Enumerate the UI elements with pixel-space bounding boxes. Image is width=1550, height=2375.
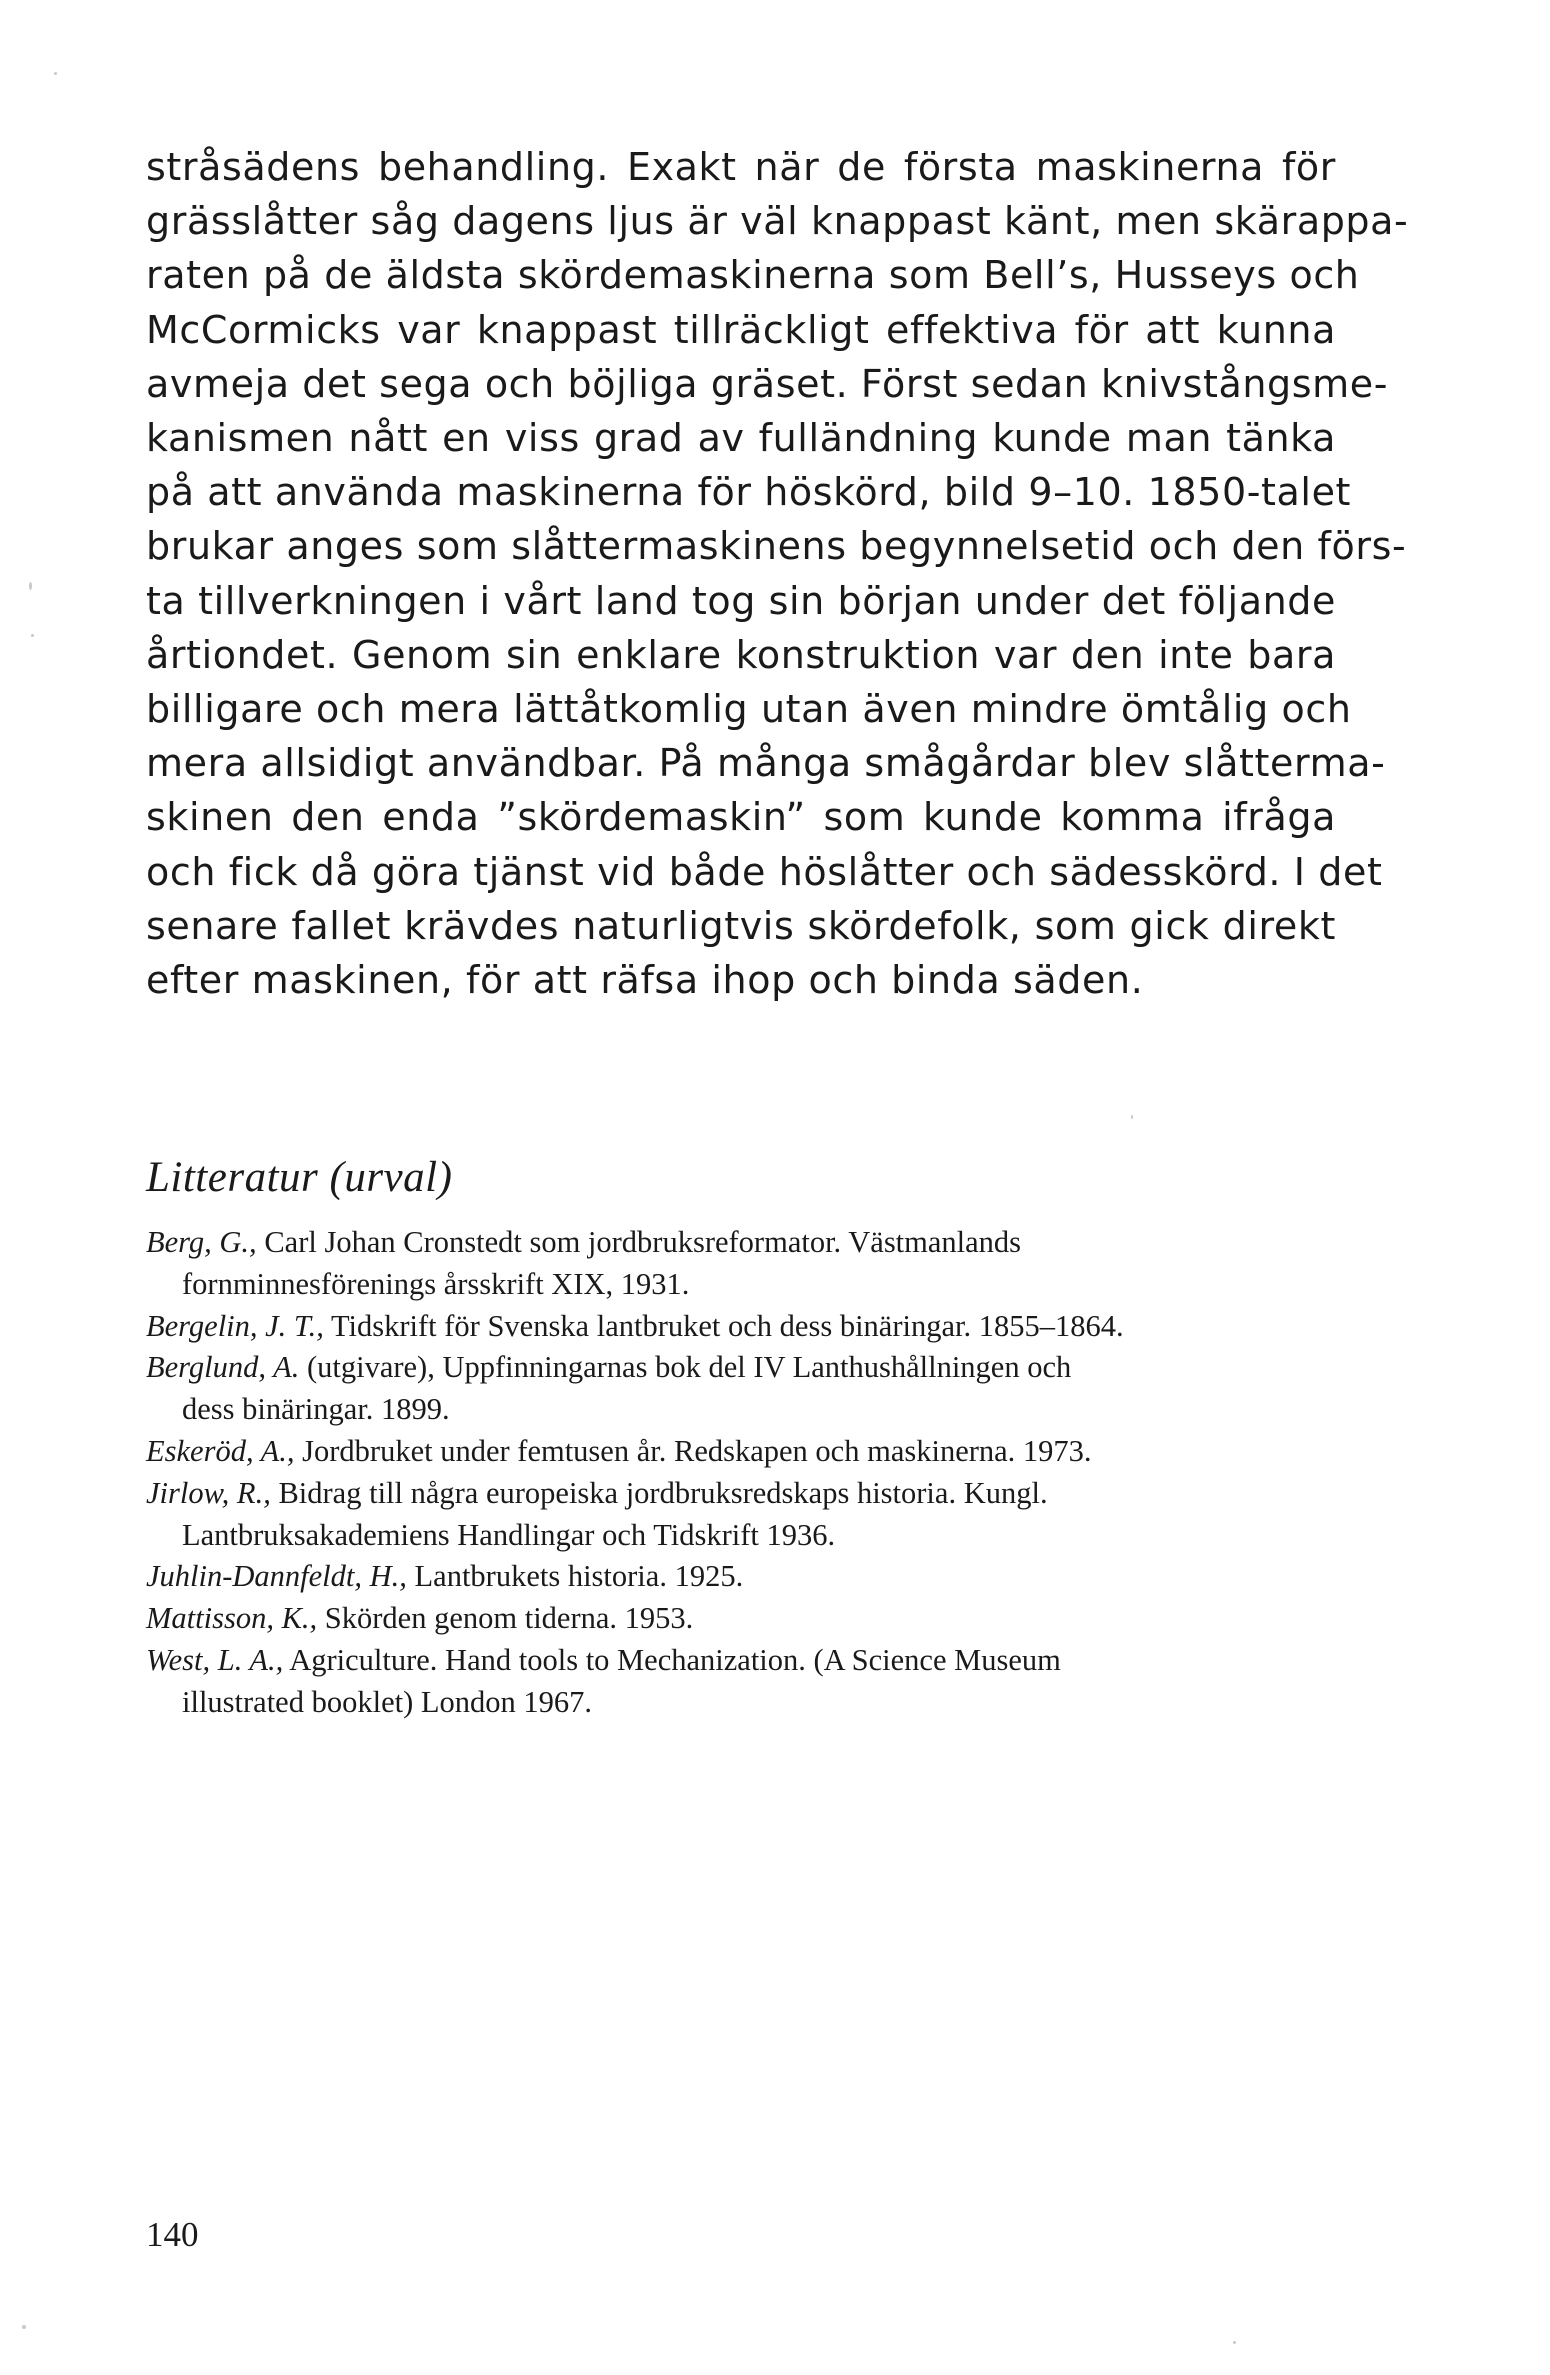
reference-text: Skörden genom tiderna. 1953. — [317, 1601, 694, 1636]
scan-speck — [1131, 1115, 1133, 1119]
reference-author: Eskeröd, A., — [146, 1433, 295, 1468]
references-heading: Litteratur (urval) — [146, 1154, 453, 1201]
body-line: årtiondet. Genom sin enklare konstruktion var den inte bara — [146, 632, 1336, 677]
reference-entry — [146, 1640, 1336, 1724]
body-line: kanismen nått en viss grad av fulländning kunde man tänka — [146, 416, 1336, 461]
body-line: McCormicks var knappast tillräckligt effektiva för att kunna — [146, 307, 1336, 352]
scan-speck — [54, 72, 57, 75]
reference-author: Jirlow, R., — [146, 1475, 271, 1510]
body-line: ta tillverkningen i vårt land tog sin början under det följande — [146, 578, 1336, 623]
body-line: efter maskinen, för att räfsa ihop och binda säden. — [146, 958, 1144, 1003]
body-line: mera allsidigt användbar. På många smågårdar blev slåtterma- — [146, 741, 1386, 786]
reference-entry — [146, 1556, 1336, 1598]
reference-text: Carl Johan Cronstedt som jordbruksreformator. Västmanlands — [256, 1225, 1022, 1259]
body-line: billigare och mera lättåtkomlig utan även mindre ömtålig och — [146, 687, 1352, 732]
body-line: raten på de äldsta skördemaskinerna som Bell’s, Husseys och — [146, 253, 1360, 298]
scan-speck — [1233, 2341, 1236, 2344]
reference-text: Agriculture. Hand tools to Mechanization. (A Science Museum — [283, 1642, 1061, 1677]
reference-author: Bergelin, J. T., — [146, 1308, 324, 1343]
reference-author: Juhlin-Dannfeldt, H., — [146, 1559, 407, 1594]
reference-line — [146, 1556, 1336, 1598]
reference-line — [146, 1598, 1336, 1640]
reference-author: Mattisson, K., — [146, 1601, 318, 1636]
reference-line — [146, 1640, 1336, 1682]
reference-entry — [146, 1598, 1336, 1640]
reference-list — [146, 1222, 1336, 1724]
reference-author: West, L. A., — [146, 1642, 284, 1677]
scan-speck — [31, 634, 34, 637]
reference-entry — [146, 1347, 1336, 1431]
reference-entry — [146, 1431, 1336, 1473]
reference-line — [146, 1222, 1336, 1264]
reference-entry — [146, 1306, 1336, 1348]
body-line: skinen den enda ”skördemaskin” som kunde komma ifråga — [146, 795, 1336, 840]
reference-text: Bidrag till några europeiska jordbruksredskaps historia. Kungl. — [270, 1475, 1048, 1510]
reference-text: Lantbrukets historia. 1925. — [406, 1559, 744, 1594]
reference-author: Berg, G., — [146, 1225, 257, 1259]
reference-line — [146, 1473, 1336, 1515]
body-line: brukar anges som slåttermaskinens begynnelsetid och den förs- — [146, 524, 1407, 569]
reference-author: Berglund, A. — [146, 1350, 300, 1385]
body-line: på att använda maskinerna för höskörd, bild 9–10. 1850-talet — [146, 470, 1352, 515]
reference-line: Lantbruksakademiens Handlingar och Tidskrift 1936. — [182, 1517, 836, 1552]
scan-speck — [29, 582, 32, 590]
body-paragraph — [146, 140, 1409, 1007]
reference-line — [146, 1431, 1336, 1473]
reference-line: dess binäringar. 1899. — [182, 1392, 450, 1427]
reference-text: Tidskrift för Svenska lantbruket och dess binäringar. 1855–1864. — [323, 1308, 1124, 1343]
reference-entry — [146, 1473, 1336, 1557]
scan-speck — [22, 2325, 26, 2329]
body-line: senare fallet krävdes naturligtvis skördefolk, som gick direkt — [146, 903, 1336, 948]
body-line: och fick då göra tjänst vid både höslåtter och sädesskörd. I det — [146, 849, 1383, 894]
reference-text: Jordbruket under femtusen år. Redskapen och maskinerna. 1973. — [294, 1433, 1092, 1468]
body-line: avmeja det sega och böjliga gräset. Först sedan knivstångsme- — [146, 361, 1389, 406]
body-line: grässlåtter såg dagens ljus är väl knappast känt, men skärappa- — [146, 199, 1409, 244]
body-line: stråsädens behandling. Exakt när de första maskinerna för — [146, 145, 1336, 189]
reference-line — [146, 1347, 1336, 1389]
reference-line: fornminnesförenings årsskrift XIX, 1931. — [182, 1266, 690, 1301]
page-number: 140 — [146, 2215, 199, 2254]
reference-text: (utgivare), Uppfinningarnas bok del IV Lanthushållningen och — [299, 1350, 1072, 1385]
reference-line — [146, 1306, 1336, 1348]
reference-entry — [146, 1222, 1336, 1306]
reference-line: illustrated booklet) London 1967. — [182, 1684, 592, 1719]
